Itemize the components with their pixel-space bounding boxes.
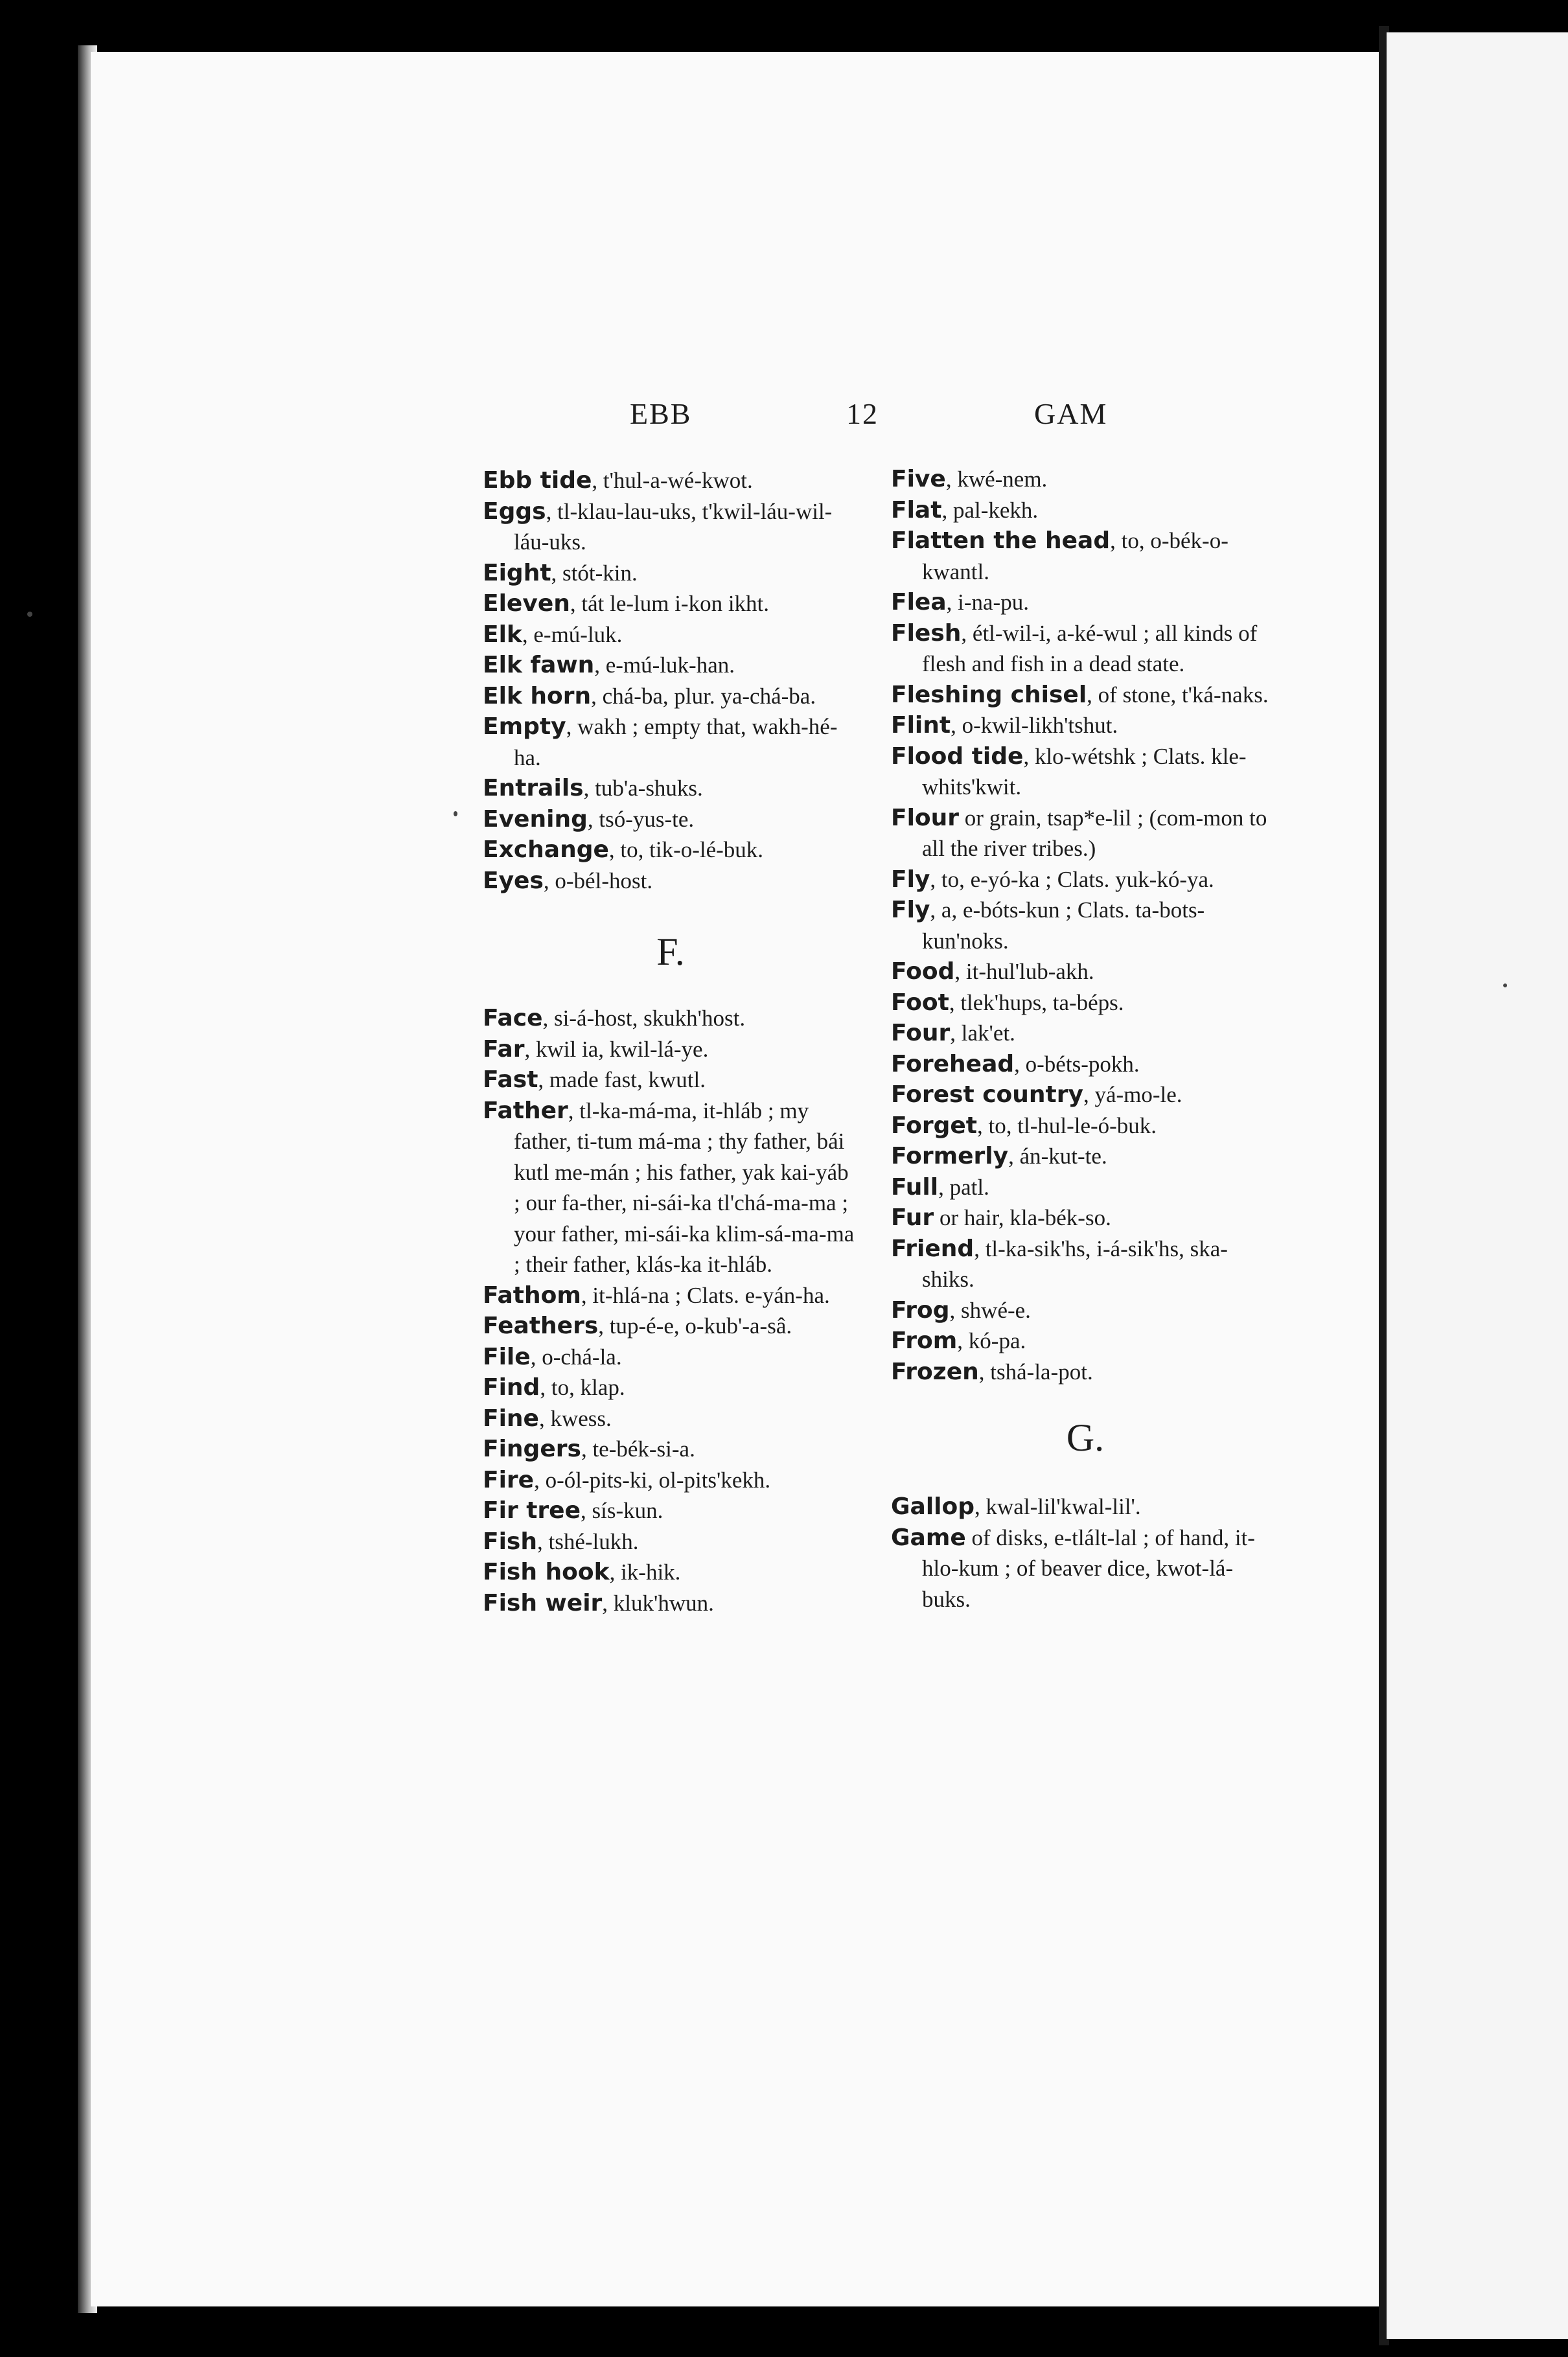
entries-g bbox=[891, 1491, 1280, 1615]
running-head-right: GAM bbox=[1034, 397, 1108, 430]
entry-definition: , o-ól-pits-ki, ol-pits'kekh. bbox=[534, 1467, 771, 1493]
entry-definition: , kó-pa. bbox=[957, 1328, 1026, 1353]
entry-definition: , tshá-la-pot. bbox=[978, 1359, 1093, 1385]
dictionary-entry bbox=[891, 495, 1280, 526]
entry-definition: , ik-hik. bbox=[609, 1559, 681, 1585]
dictionary-entry bbox=[483, 866, 859, 897]
entry-headword: Evening bbox=[483, 805, 588, 833]
dictionary-entry bbox=[483, 1588, 859, 1619]
entry-definition: , o-chá-la. bbox=[530, 1344, 622, 1370]
dictionary-entry bbox=[891, 1295, 1280, 1326]
entry-definition: , it-hul'lub-akh. bbox=[954, 959, 1094, 984]
dictionary-entry bbox=[483, 1557, 859, 1588]
dictionary-entry bbox=[891, 525, 1280, 587]
entry-headword: File bbox=[483, 1343, 531, 1370]
dictionary-entry bbox=[891, 741, 1280, 803]
entry-definition: , to, tik-o-lé-buk. bbox=[608, 837, 764, 862]
entry-definition: , wakh ; empty that, wakh-hé-ha. bbox=[514, 714, 838, 770]
entry-definition: , si-á-host, skukh'host. bbox=[542, 1006, 746, 1031]
entry-definition: , tl-ka-má-ma, it-hláb ; my father, ti-tum má-ma ; thy father, bái kutl me-mán ; his father, yak kai-yáb ; our fa-ther, ni-sái-ka tl'chá-ma-ma ; your father, mi-sái-ka klim-sá-ma-ma ; their father, klás-ka it-hláb. bbox=[514, 1098, 855, 1277]
dictionary-entry bbox=[891, 1049, 1280, 1080]
entry-headword: Frog bbox=[891, 1296, 950, 1324]
entry-headword: Full bbox=[891, 1173, 939, 1201]
left-column bbox=[483, 465, 859, 1618]
dictionary-entry bbox=[891, 1523, 1280, 1615]
entry-headword: Elk bbox=[483, 621, 522, 648]
entry-definition: , kwess. bbox=[538, 1405, 612, 1431]
dictionary-entry bbox=[483, 1495, 859, 1526]
margin-speck bbox=[27, 612, 32, 617]
dictionary-entry bbox=[483, 588, 859, 619]
dictionary-entry bbox=[891, 618, 1280, 680]
entry-definition: , yá-mo-le. bbox=[1083, 1082, 1182, 1107]
dictionary-entry bbox=[483, 465, 859, 496]
entry-definition: , o-kwil-likh'tshut. bbox=[951, 713, 1118, 738]
entry-definition: , tshé-lukh. bbox=[537, 1528, 639, 1554]
dictionary-entry bbox=[483, 804, 859, 835]
entry-headword: Flatten the head bbox=[891, 527, 1111, 554]
dictionary-entry bbox=[891, 1172, 1280, 1203]
entry-definition: , to, e-yó-ka ; Clats. yuk-kó-ya. bbox=[930, 866, 1214, 892]
entry-definition: , klo-wétshk ; Clats. kle-whits'kwit. bbox=[922, 743, 1247, 799]
entry-headword: Gallop bbox=[891, 1493, 975, 1520]
entry-headword: Eleven bbox=[483, 590, 570, 617]
entry-headword: Flea bbox=[891, 589, 947, 615]
margin-speck bbox=[1503, 983, 1507, 987]
dictionary-entry bbox=[483, 1311, 859, 1342]
entry-headword: Fingers bbox=[483, 1436, 581, 1462]
dictionary-entry bbox=[483, 681, 859, 712]
entry-definition: , tub'a-shuks. bbox=[583, 776, 703, 801]
dictionary-entry bbox=[483, 650, 859, 681]
entry-headword: Feathers bbox=[483, 1313, 599, 1339]
entry-definition: , to, klap. bbox=[540, 1375, 625, 1400]
dictionary-entry bbox=[891, 710, 1280, 741]
entry-definition: , chá-ba, plur. ya-chá-ba. bbox=[591, 683, 816, 709]
entry-definition: , a, e-bóts-kun ; Clats. ta-bots-kun'noks. bbox=[922, 897, 1205, 954]
entry-definition: , shwé-e. bbox=[949, 1297, 1031, 1323]
entry-headword: Game bbox=[891, 1524, 966, 1551]
entry-headword: Empty bbox=[483, 713, 566, 740]
entry-headword: Eight bbox=[483, 559, 551, 586]
entry-headword: Find bbox=[483, 1374, 540, 1401]
entries-f-right bbox=[891, 464, 1280, 1387]
entry-headword: Forget bbox=[891, 1112, 978, 1139]
dictionary-entry bbox=[891, 1079, 1280, 1110]
entry-definition: , e-mú-luk-han. bbox=[594, 652, 735, 678]
entries-e bbox=[483, 465, 859, 896]
entry-headword: Elk fawn bbox=[483, 652, 595, 678]
entry-definition: , tsó-yus-te. bbox=[587, 806, 695, 832]
dictionary-entry bbox=[891, 1110, 1280, 1142]
running-head bbox=[0, 397, 1568, 435]
entry-definition: , pal-kekh. bbox=[941, 497, 1039, 523]
entry-headword: Exchange bbox=[483, 836, 609, 863]
entry-headword: Foot bbox=[891, 989, 949, 1016]
entry-definition: or hair, kla-bék-so. bbox=[934, 1205, 1111, 1230]
entry-headword: Frozen bbox=[891, 1358, 979, 1385]
entry-definition: , e-mú-luk. bbox=[522, 621, 623, 647]
entry-definition: , kwil ia, kwil-lá-ye. bbox=[524, 1036, 709, 1062]
entry-headword: Flesh bbox=[891, 619, 962, 647]
entry-headword: Eyes bbox=[483, 867, 544, 894]
entry-definition: , stót-kin. bbox=[551, 560, 638, 586]
page-number: 12 bbox=[846, 397, 879, 430]
entry-headword: Face bbox=[483, 1005, 543, 1031]
entry-definition: of disks, e-tlált-lal ; of hand, it-hlo-kum ; of beaver dice, kwot-lá-buks. bbox=[922, 1524, 1255, 1612]
entry-definition: , to, o-bék-o-kwantl. bbox=[922, 528, 1228, 584]
section-heading-f: F. bbox=[656, 930, 685, 973]
dictionary-entry bbox=[891, 864, 1280, 895]
entry-headword: Entrails bbox=[483, 775, 584, 801]
dictionary-entry bbox=[483, 773, 859, 804]
entry-definition: , made fast, kwutl. bbox=[538, 1067, 706, 1092]
dictionary-entry bbox=[891, 1018, 1280, 1049]
entry-headword: Fish bbox=[483, 1528, 537, 1555]
entry-definition: , to, tl-hul-le-ó-buk. bbox=[977, 1112, 1157, 1138]
entry-definition: , tlek'hups, ta-béps. bbox=[949, 989, 1124, 1015]
dictionary-entry bbox=[483, 619, 859, 650]
entry-headword: Eggs bbox=[483, 498, 546, 525]
dictionary-entry bbox=[891, 895, 1280, 956]
entries-f-left bbox=[483, 1003, 859, 1618]
entry-definition: , o-béts-pokh. bbox=[1014, 1051, 1140, 1077]
entry-definition: , of stone, t'ká-naks. bbox=[1087, 682, 1269, 707]
entry-headword: Fir tree bbox=[483, 1497, 581, 1524]
dictionary-entry bbox=[483, 1403, 859, 1434]
entry-definition: or grain, tsap*e-lil ; (com-mon to all the river tribes.) bbox=[922, 805, 1267, 861]
entry-headword: Fast bbox=[483, 1066, 538, 1093]
entry-headword: Friend bbox=[891, 1235, 974, 1262]
entry-headword: Fathom bbox=[483, 1282, 581, 1309]
dictionary-entry bbox=[891, 1326, 1280, 1357]
dictionary-entry bbox=[891, 587, 1280, 618]
dictionary-entry bbox=[483, 1526, 859, 1558]
entry-headword: Flat bbox=[891, 496, 942, 523]
dictionary-entry bbox=[483, 1096, 859, 1280]
entry-headword: Four bbox=[891, 1020, 951, 1046]
dictionary-entry bbox=[891, 1357, 1280, 1388]
dictionary-entry bbox=[483, 711, 859, 773]
entry-headword: Forest country bbox=[891, 1081, 1083, 1108]
entry-headword: Fleshing chisel bbox=[891, 681, 1087, 708]
dictionary-entry bbox=[891, 987, 1280, 1018]
entry-definition: , kluk'hwun. bbox=[602, 1590, 714, 1616]
entry-headword: Flint bbox=[891, 712, 951, 739]
entry-headword: Fish hook bbox=[483, 1559, 610, 1585]
dictionary-entry bbox=[891, 680, 1280, 711]
entry-headword: Ebb tide bbox=[483, 467, 592, 494]
dictionary-entry bbox=[891, 1491, 1280, 1523]
entry-headword: Fine bbox=[483, 1405, 539, 1432]
entry-definition: , o-bél-host. bbox=[543, 868, 653, 893]
dictionary-entry bbox=[891, 803, 1280, 864]
entry-headword: Food bbox=[891, 958, 955, 985]
dictionary-entry bbox=[483, 1064, 859, 1096]
entry-headword: Formerly bbox=[891, 1143, 1009, 1169]
entry-headword: Far bbox=[483, 1035, 525, 1063]
dictionary-entry bbox=[891, 1202, 1280, 1234]
entry-definition: , lak'et. bbox=[950, 1020, 1015, 1046]
dictionary-entry bbox=[483, 1280, 859, 1311]
dictionary-entry bbox=[483, 1372, 859, 1403]
dictionary-entry bbox=[483, 496, 859, 558]
entry-definition: , tl-klau-lau-uks, t'kwil-láu-wil-láu-uks. bbox=[514, 498, 833, 555]
entry-headword: From bbox=[891, 1328, 958, 1354]
section-heading-g: G. bbox=[1066, 1416, 1105, 1459]
entry-definition: , kwal-lil'kwal-lil'. bbox=[974, 1494, 1141, 1519]
entry-definition: , patl. bbox=[938, 1174, 989, 1200]
dictionary-entry bbox=[891, 464, 1280, 495]
entry-definition: , it-hlá-na ; Clats. e-yán-ha. bbox=[581, 1282, 830, 1308]
dictionary-entry bbox=[483, 1003, 859, 1034]
dictionary-entry bbox=[483, 558, 859, 589]
entry-definition: , étl-wil-i, a-ké-wul ; all kinds of flesh and fish in a dead state. bbox=[922, 620, 1258, 676]
entry-headword: Flood tide bbox=[891, 742, 1024, 770]
entry-definition: , t'hul-a-wé-kwot. bbox=[592, 468, 753, 493]
margin-speck bbox=[454, 811, 457, 816]
entry-headword: Elk horn bbox=[483, 682, 592, 709]
adjacent-page bbox=[1387, 32, 1568, 2339]
entry-headword: Fly bbox=[891, 897, 930, 923]
entry-definition: , tl-ka-sik'hs, i-á-sik'hs, ska-shiks. bbox=[922, 1236, 1228, 1292]
entry-headword: Fish weir bbox=[483, 1589, 603, 1616]
entry-definition: , tup-é-e, o-kub'-a-sâ. bbox=[598, 1313, 792, 1339]
dictionary-entry bbox=[891, 1141, 1280, 1172]
entry-headword: Father bbox=[483, 1097, 568, 1124]
entry-definition: , tát le-lum i-kon ikht. bbox=[570, 591, 770, 616]
dictionary-entry bbox=[483, 1034, 859, 1065]
entry-headword: Five bbox=[891, 466, 946, 492]
entry-definition: , i-na-pu. bbox=[946, 590, 1029, 615]
entry-headword: Fly bbox=[891, 866, 930, 893]
entry-definition: , án-kut-te. bbox=[1008, 1144, 1107, 1169]
right-column bbox=[891, 464, 1280, 1615]
running-head-left: EBB bbox=[630, 397, 692, 430]
dictionary-entry bbox=[483, 834, 859, 866]
dictionary-entry bbox=[891, 1234, 1280, 1295]
entry-headword: Fire bbox=[483, 1466, 535, 1493]
entry-definition: , sís-kun. bbox=[581, 1498, 663, 1523]
dictionary-entry bbox=[483, 1434, 859, 1465]
dictionary-entry bbox=[483, 1342, 859, 1373]
entry-headword: Fur bbox=[891, 1204, 934, 1231]
dictionary-entry bbox=[891, 956, 1280, 987]
entry-headword: Flour bbox=[891, 804, 960, 831]
entry-headword: Forehead bbox=[891, 1050, 1015, 1077]
entry-definition: , te-bék-si-a. bbox=[581, 1436, 695, 1462]
entry-definition: , kwé-nem. bbox=[945, 466, 1048, 492]
dictionary-entry bbox=[483, 1465, 859, 1496]
